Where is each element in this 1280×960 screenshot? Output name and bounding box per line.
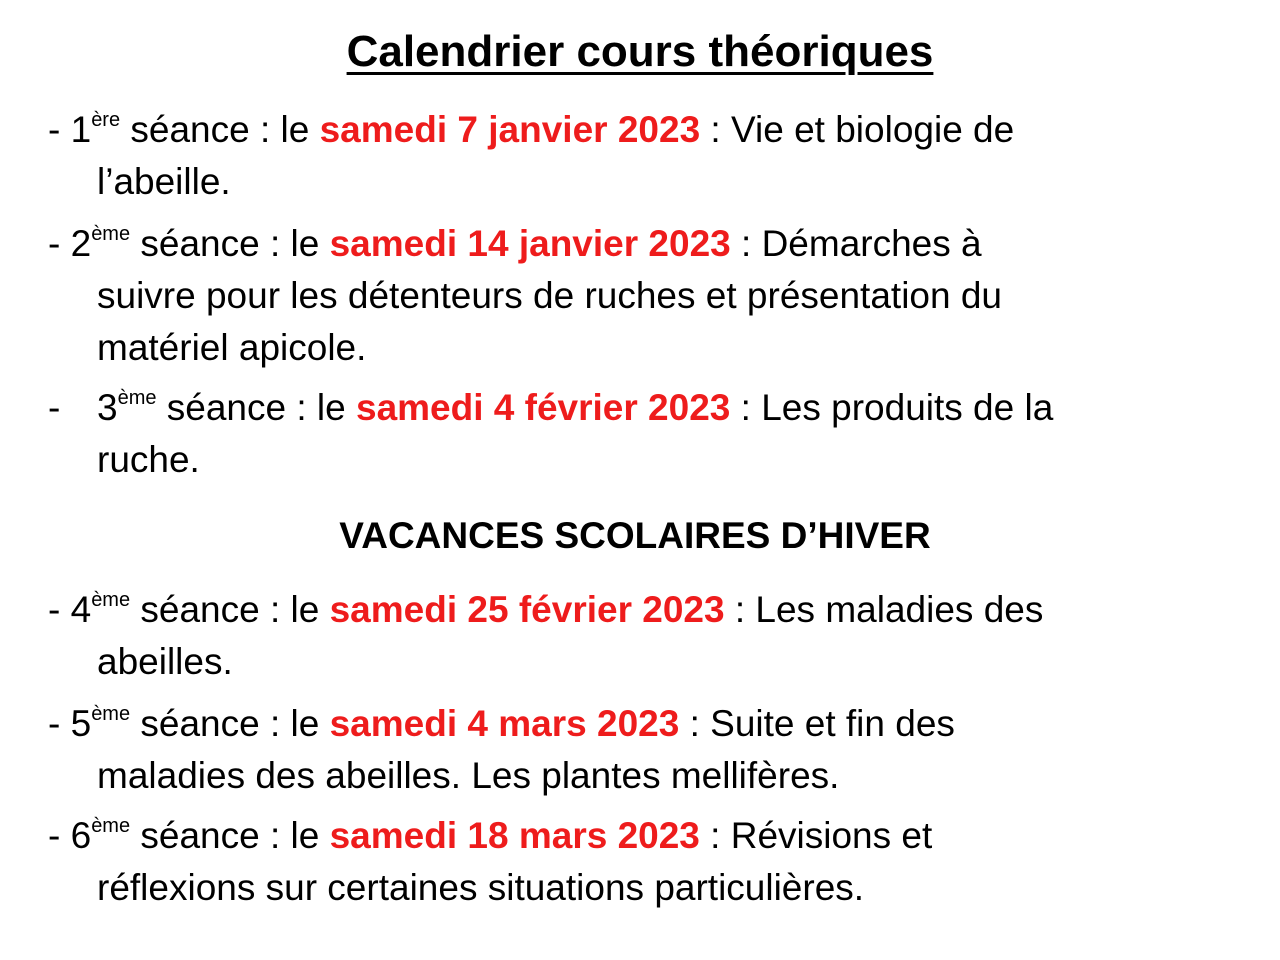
session-item-1 — [48, 104, 1238, 208]
session-prefix: séance : le — [120, 109, 320, 150]
session-first-line — [48, 584, 1238, 636]
session-number: 5 — [70, 703, 92, 744]
session-prefix: séance : le — [130, 589, 330, 630]
session-first-line — [48, 382, 1238, 434]
session-description-continuation: matériel apicole. — [97, 327, 367, 368]
session-first-line — [48, 104, 1238, 156]
session-description: : Les produits de la — [730, 387, 1054, 428]
session-description-continuation: suivre pour les détenteurs de ruches et présentation du — [97, 275, 1003, 316]
session-date: samedi 14 janvier 2023 — [329, 223, 731, 264]
session-item-2 — [48, 218, 1238, 374]
session-date: samedi 7 janvier 2023 — [319, 109, 701, 150]
ordinal-suffix: ème — [91, 702, 131, 725]
session-description: : Vie et biologie de — [700, 109, 1015, 150]
session-description-continuation: maladies des abeilles. Les plantes mellifères. — [97, 755, 840, 796]
bullet-dash: - — [48, 815, 61, 856]
ordinal-suffix: ème — [117, 386, 157, 409]
session-prefix: séance : le — [130, 815, 330, 856]
session-description: : Démarches à — [730, 223, 982, 264]
bullet-dash: - — [48, 589, 61, 630]
session-date: samedi 25 février 2023 — [329, 589, 725, 630]
session-date: samedi 4 mars 2023 — [329, 703, 680, 744]
session-first-line — [48, 698, 1238, 750]
session-prefix: séance : le — [130, 223, 330, 264]
session-date: samedi 4 février 2023 — [356, 387, 731, 428]
bullet-dash: - — [48, 109, 61, 150]
bullet-dash: - — [48, 223, 61, 264]
session-description-continuation: abeilles. — [97, 641, 233, 682]
session-number: 6 — [70, 815, 92, 856]
session-description: : Révisions et — [699, 815, 933, 856]
session-description-continuation: l’abeille. — [97, 161, 231, 202]
session-number: 1 — [70, 109, 92, 150]
session-first-line — [48, 218, 1238, 270]
session-number: 4 — [70, 589, 92, 630]
session-date: samedi 18 mars 2023 — [329, 815, 700, 856]
session-item-5 — [48, 698, 1238, 802]
session-first-line — [48, 810, 1238, 862]
bullet-dash: - — [48, 387, 61, 428]
session-description: : Suite et fin des — [679, 703, 955, 744]
session-description-continuation: ruche. — [97, 439, 200, 480]
ordinal-suffix: ème — [91, 814, 131, 837]
session-prefix: séance : le — [130, 703, 330, 744]
ordinal-suffix: ème — [91, 588, 131, 611]
section-heading: VACANCES SCOLAIRES D’HIVER — [339, 515, 931, 556]
session-description-continuation: réflexions sur certaines situations particulières. — [97, 867, 865, 908]
session-item-6 — [48, 810, 1238, 914]
session-item-4 — [48, 584, 1238, 688]
bullet-dash: - — [48, 703, 61, 744]
session-description: : Les maladies des — [724, 589, 1044, 630]
session-prefix: séance : le — [156, 387, 356, 428]
session-number: 3 — [97, 387, 118, 428]
page-title: Calendrier cours théoriques — [346, 27, 934, 76]
session-item-3 — [48, 382, 1238, 486]
ordinal-suffix: ère — [91, 108, 121, 131]
ordinal-suffix: ème — [91, 222, 131, 245]
session-number: 2 — [70, 223, 92, 264]
